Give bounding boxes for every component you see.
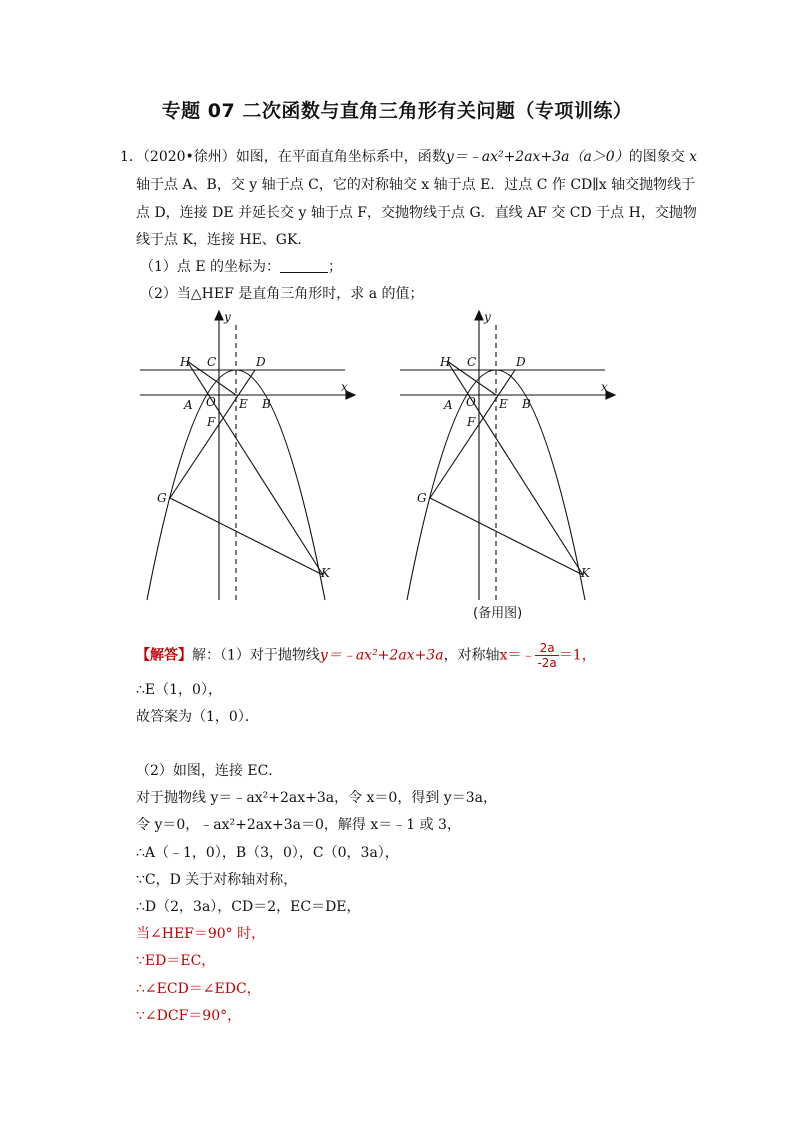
solution-tag: 【解答】	[136, 647, 192, 664]
label-d: D	[256, 355, 266, 369]
segment-hk	[187, 361, 323, 575]
label-e: E	[239, 397, 248, 411]
function-expression: y＝﹣ax²+2ax+3a（a＞0）	[445, 149, 629, 165]
solution-line-4: （2）如图，连接 EC．	[136, 763, 283, 779]
label-c: C	[207, 355, 217, 369]
parabola-expression: y＝﹣ax²+2ax+3a	[319, 647, 444, 664]
label-y: y	[224, 310, 231, 324]
solution-line-3: 故答案为（1，0）．	[136, 709, 259, 725]
label-e: E	[499, 397, 508, 411]
solution-line-5: 对于抛物线 y＝﹣ax²+2ax+3a，令 x＝0，得到 y＝3a，	[136, 790, 497, 806]
backup-figure-caption: (备用图)	[473, 606, 523, 621]
fraction-denominator: -2a	[537, 656, 557, 670]
label-a: A	[184, 398, 193, 412]
question-1-text: （1）点 E 的坐标为：	[140, 259, 281, 275]
problem-text: 如图，在平面直角坐标系中，函数	[235, 149, 446, 165]
axis-result: ＝1，	[558, 647, 596, 664]
question-2: （2）当△HEF 是直角三角形时，求 a 的值；	[140, 286, 424, 302]
axis-expression: x＝﹣	[499, 647, 536, 664]
label-f: F	[467, 415, 476, 429]
label-k: K	[321, 566, 330, 580]
label-y: y	[484, 310, 491, 324]
x-variable: x	[689, 149, 698, 165]
y-axis-arrow	[475, 311, 483, 320]
problem-source: （2020•徐州）	[142, 149, 236, 165]
figure-backup	[395, 305, 625, 605]
problem-number: 1．	[120, 149, 143, 165]
solution-line-10: 当∠HEF＝90° 时，	[136, 926, 266, 942]
label-x: x	[601, 380, 608, 394]
label-f: F	[207, 415, 216, 429]
label-b: B	[262, 397, 271, 411]
solution-line-6: 令 y＝0，﹣ax²+2ax+3a＝0，解得 x＝﹣1 或 3，	[136, 817, 461, 833]
problem-line-2: 轴于点 A、B，交 y 轴于点 C，它的对称轴交 x 轴于点 E．过点 C 作 CD∥x 轴交抛物线于	[136, 177, 696, 193]
solution-line-11: ∵ED＝EC，	[136, 953, 216, 969]
label-b: B	[522, 397, 531, 411]
y-axis-arrow	[215, 311, 223, 320]
segment-hk	[447, 361, 583, 575]
solution-line-7: ∴A（﹣1，0），B（3，0），C（0，3a），	[136, 845, 399, 861]
solution-line-12: ∴∠ECD＝∠EDC，	[136, 981, 261, 997]
label-g: G	[157, 491, 167, 505]
label-x: x	[341, 380, 348, 394]
label-d: D	[516, 355, 526, 369]
problem-line-1	[120, 146, 697, 168]
label-o: O	[466, 395, 476, 409]
solution-text: 解：（1）对于抛物线	[192, 647, 320, 664]
solution-line-1	[136, 641, 596, 670]
problem-line-3: 点 D，连接 DE 并延长交 y 轴于点 F，交抛物线于点 G．直线 AF 交 CD 于点 H，交抛物	[136, 205, 697, 221]
solution-line-8: ∵C，D 关于对称轴对称，	[136, 872, 298, 888]
fraction-numerator: 2a	[535, 641, 558, 656]
problem-text: 的图象交	[628, 149, 685, 165]
segment-gk	[430, 498, 583, 575]
question-1	[140, 256, 342, 278]
fraction	[535, 641, 558, 670]
parabola	[147, 370, 325, 600]
label-h: H	[440, 355, 451, 369]
segment-gk	[170, 498, 323, 575]
solution-line-2: ∴E（1，0），	[136, 682, 222, 698]
label-c: C	[467, 355, 477, 369]
page-title: 专题 07 二次函数与直角三角形有关问题（专项训练）	[161, 100, 633, 122]
label-a: A	[444, 398, 453, 412]
parabola	[407, 370, 585, 600]
answer-blank[interactable]	[280, 258, 328, 273]
label-o: O	[206, 395, 216, 409]
solution-line-9: ∴D（2，3a），CD＝2，EC＝DE，	[136, 899, 361, 915]
solution-line-13: ∵∠DCF＝90°，	[136, 1008, 242, 1024]
label-k: K	[581, 566, 590, 580]
label-g: G	[417, 491, 427, 505]
figure-main	[135, 305, 365, 605]
segment-dg	[430, 370, 515, 498]
label-h: H	[180, 355, 191, 369]
problem-line-4: 线于点 K，连接 HE、GK．	[136, 232, 312, 248]
question-1-end: ；	[328, 259, 343, 275]
segment-dg	[170, 370, 255, 498]
solution-text: ，对称轴	[443, 647, 500, 664]
